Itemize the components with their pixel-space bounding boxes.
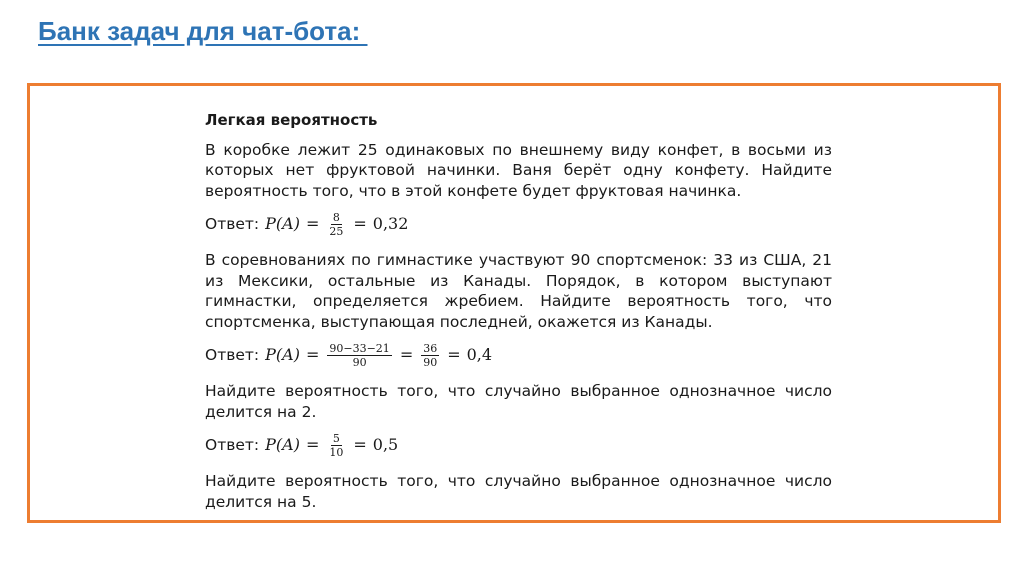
answer-result: 0,5 (372, 435, 399, 455)
probability-symbol: P(A) (265, 435, 300, 455)
answer-formula: P(A) = $\frac{8}{25}$ = 0,32 (265, 211, 409, 238)
fraction-denominator: 25 (329, 225, 344, 238)
task-bank-content (205, 110, 832, 522)
fraction-numerator: 8 (332, 211, 340, 224)
answer-label: Ответ: (205, 346, 260, 365)
probability-symbol: P(A) (265, 345, 300, 365)
answer-result: 0,32 (372, 214, 409, 234)
fraction-numerator: 5 (332, 432, 340, 445)
fraction (327, 342, 391, 369)
task-1-text: В коробке лежит 25 одинаковых по внешнему виду конфет, в восьми из которых нет фруктовой начинки. Ваня берёт одну конфету. Найдите вероятность того, что в этой конфете будет фруктовая начинка. (205, 140, 832, 200)
fraction-numerator: 90−33−21 (329, 342, 390, 355)
slide-title: Банк задач для чат-бота: (38, 16, 368, 46)
task-2-text: В соревнованиях по гимнастике участвуют 90 спортсменок: 33 из США, 21 из Мексики, остальные из Канады. Порядок, в котором выступают гимнастки, определяется жребием. Найдите вероятность того, что спортсменка, выступающая последней, окажется из Канады. (205, 251, 832, 331)
fraction (421, 342, 439, 369)
task-2-answer (205, 342, 832, 369)
task-1-answer (205, 211, 832, 238)
fraction-denominator: 90 (352, 356, 367, 369)
answer-label: Ответ: (205, 436, 260, 455)
answer-label: Ответ: (205, 215, 260, 234)
probability-symbol: P(A) (265, 214, 300, 234)
fraction (327, 211, 345, 238)
task-3-text: Найдите вероятность того, что случайно выбранное однозначное число делится на 2. (205, 382, 832, 421)
fraction (327, 432, 345, 459)
section-heading: Легкая вероятность (205, 111, 378, 129)
task-3-answer (205, 432, 832, 459)
task-4-text: Найдите вероятность того, что случайно выбранное однозначное число делится на 5. (205, 472, 832, 511)
fraction-numerator: 36 (423, 342, 438, 355)
fraction-denominator: 90 (423, 356, 438, 369)
answer-formula: P(A) = $\frac{90-33-21}{90}$ = $\frac{36}{90}$ = 0,4 (265, 342, 493, 369)
answer-result: 0,4 (466, 345, 493, 365)
answer-formula: P(A) = $\frac{5}{10}$ = 0,5 (265, 432, 399, 459)
fraction-denominator: 10 (329, 446, 344, 459)
